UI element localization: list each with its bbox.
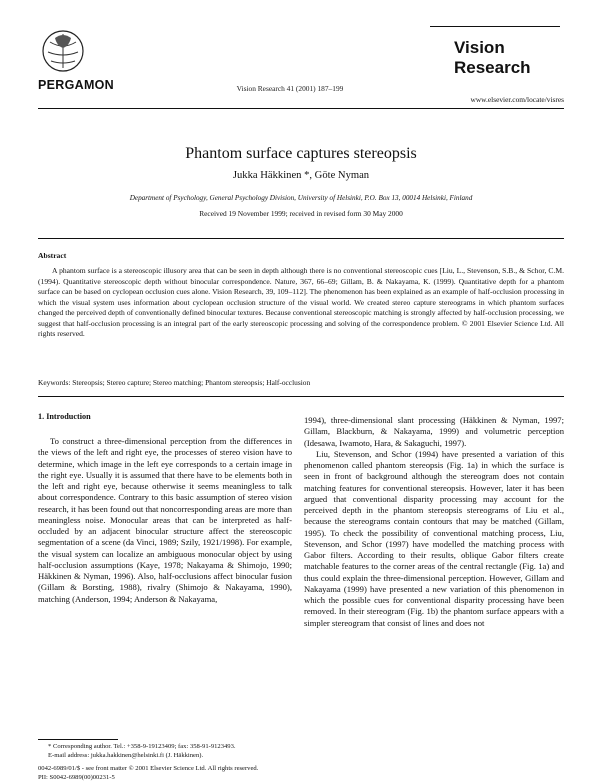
footnote xyxy=(38,742,292,760)
author-affiliation: Department of Psychology, General Psychology Division, University of Helsinki, P.O. Box 13, 00014 Helsinki, Finland xyxy=(129,194,473,202)
journal-name-line1: Vision xyxy=(454,38,505,57)
right-column xyxy=(304,415,564,629)
article-identifiers xyxy=(38,764,338,782)
received-dates: Received 19 November 1999; received in revised form 30 May 2000 xyxy=(199,209,403,218)
title-rule xyxy=(38,238,564,239)
abstract-heading: Abstract xyxy=(38,251,67,260)
footnote-rule xyxy=(38,739,118,740)
keywords: Keywords: Stereopsis; Stereo capture; Stereo matching; Phantom stereopsis; Half-occlusion xyxy=(38,378,311,387)
journal-name-line2: Research xyxy=(454,58,531,77)
header-rule xyxy=(38,108,564,109)
intro-paragraph-right-2: Liu, Stevenson, and Schor (1994) have presented a variation of this phenomenon called phantom stereopsis (Fig. 1a) in which the surface is seen in front of background although the stereogram does not contain matching features for conventional stereopsis. However, later it has been argued that conventional disparity processing may account for the perceived depth in the phantom stereopsis stereograms of Liu et al., because the stereograms contain contours that may be matched (Gillam, 1995). To check the possibility of conventional matching process, Liu, Stevenson, and Schor (1997) have modelled the matching process with Gabor filters. According to their results, oblique Gabor filters create matchable features to the corner areas of the central rectangle (Fig. 1a) and thus could explain the three-dimensional perception. However, Gillam and Nakayama (1999) have presented a new variation of this phenomenon in which the possible cues for conventional disparity processing have been removed. In their stereogram (Fig. 1b) the phantom surface appears with a simpler stereogram that consist of lines and does not xyxy=(304,448,564,628)
publisher-name: PERGAMON xyxy=(38,78,115,92)
abstract-rule xyxy=(38,396,564,397)
section-heading-introduction: 1. Introduction xyxy=(38,412,91,421)
pii-line: PII: S0042-6989(00)00231-5 xyxy=(38,774,115,781)
abstract-text: A phantom surface is a stereoscopic illusory area that can be seen in depth although there is no conventional stereoscopic cues [Liu, L., Stevenson, S.B., & Schor, C.M. (1994). Quantitative stereoscopic depth without binocular correspondence. Nature, 367, 66–69; Gillam, B. & Nakayama, K. (1999). Quantitative depth for a phantom surface can be based on cyclopean occlusion cues alone. Vision Research, 39, 109–112]. The phenomenon has been explained as an example of half-occlusion processing in which the visual system uses information about cyclopean occlusion structure of the visual world. We created stereo capture stereograms in which phantom surfaces changed the perceived depth of conventionally defined binocular textures. Because conventional stereoscopic matching is strongly affected by half-occlusion processing, we suggest that half-occlusion processing is an integral part of the early stereoscopic processing and solving of the correspondence problem. © 2001 Elsevier Science Ltd. All rights reserved. xyxy=(38,266,564,338)
journal-url[interactable]: www.elsevier.com/locate/visres xyxy=(470,95,564,104)
article-title: Phantom surface captures stereopsis xyxy=(185,145,417,162)
article-authors: Jukka Häkkinen *, Göte Nyman xyxy=(232,170,370,181)
corresponding-author-note: * Corresponding author. Tel.: +358-9-19123409; fax: 358-91-9123493. xyxy=(48,743,236,750)
intro-paragraph-left: To construct a three-dimensional perception from the differences in the views of the left and right eye, the processes of stereo vision have to determine, which image in the left eye corresponds to a certain image in the right eye. Usually it is assumed that there have to be elements both in the left and right eye, because otherwise it seems meaningless to talk about correspondence. Contrary to this basic assumption of stereo vision research, it has been found out that noncorresponding areas are more than meaningless noise. Monocular areas that can be interpreted as half-occluded by an adjacent binocular structure affect the stereoscopic segmentation of a scene (da Vinci, 1989; Szily, 1921/1998). For example, the visual system can localize an ambiguous monocular object by using half-occlusion assumptions (Kaye, 1978; Nakayama & Shimojo, 1990; Häkkinen & Nyman, 1996). Also, half-occlusions affect binocular fusion (Gillam & Borsting, 1988), rivalry (Shimojo & Nakayama, 1990), matching (Anderson, 1994; Anderson & Nakayama, xyxy=(38,436,292,604)
publisher-logo-icon xyxy=(40,28,86,74)
issn-line: 0042-6989/01/$ - see front matter © 2001 Elsevier Science Ltd. All rights reserved. xyxy=(38,765,259,772)
email-note: E-mail address: jukka.hakkinen@helsinki.fi (J. Häkkinen). xyxy=(48,752,204,759)
journal-reference: Vision Research 41 (2001) 187–199 xyxy=(236,84,344,93)
journal-name xyxy=(454,38,531,78)
intro-paragraph-right-1: 1994), three-dimensional slant processing (Häkkinen & Nyman, 1997; Gillam, Blackburn, & Nakayama, 1999) and volumetric perception (Idesawa, Iwamoto, Hara, & Sakaguchi, 1997). xyxy=(304,415,564,448)
journal-top-rule xyxy=(430,26,560,27)
